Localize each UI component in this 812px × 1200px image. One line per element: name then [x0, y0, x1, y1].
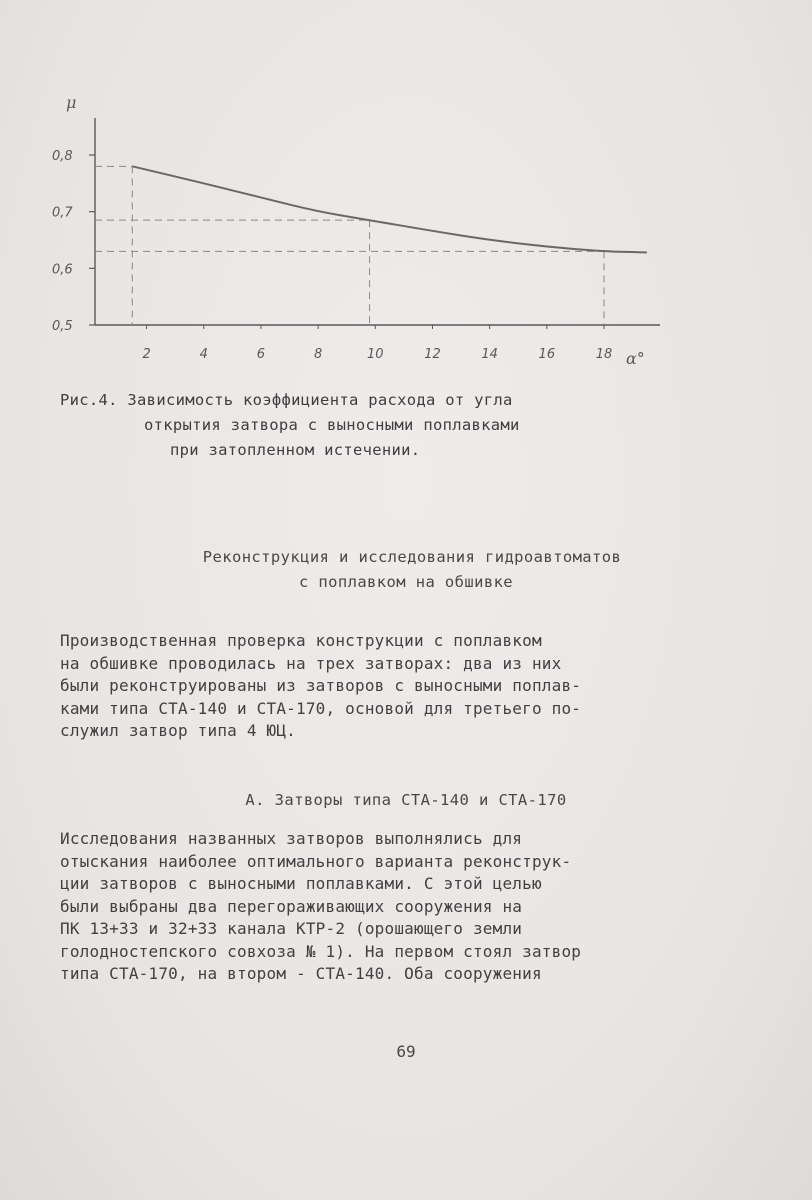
chart-guides: [95, 166, 604, 325]
y-tick-label: 0,5: [52, 319, 73, 334]
chart-series: [132, 166, 647, 252]
discharge-coefficient-chart: [0, 0, 812, 380]
y-tick-label: 0,8: [52, 149, 73, 164]
caption-line-1: Рис.4. Зависимость коэффициента расхода от угла: [60, 391, 513, 409]
paragraph-line: на обшивке проводилась на трех затворах: два из них: [60, 653, 562, 673]
caption-line-2: открытия затвора с выносными поплавками: [144, 416, 520, 434]
paragraph-line: ками типа СТА-140 и СТА-170, основой для третьего по-: [60, 698, 582, 718]
paragraph-line: Производственная проверка конструкции с поплавком: [60, 631, 542, 650]
section-title-line-2: с поплавком на обшивке: [298, 573, 514, 591]
paragraph-line: голодностепского совхоза № 1). На первом стоял затвор: [60, 941, 582, 961]
page-number: 69: [396, 1042, 416, 1061]
subsection-title: А. Затворы типа СТА-140 и СТА-170: [245, 791, 567, 809]
section-title: [0, 545, 812, 595]
x-tick-label: 18: [595, 347, 613, 362]
y-axis-label: μ: [66, 93, 77, 112]
paragraph-line: были реконструированы из затворов с выносными поплав-: [60, 676, 582, 695]
x-tick-label: 4: [199, 347, 208, 362]
curve-discharge-coefficient: [132, 166, 647, 252]
x-tick-label: 16: [538, 347, 556, 362]
x-tick-label: 10: [367, 347, 384, 362]
section-title-line-1: Реконструкция и исследования гидроавтоматов: [202, 548, 622, 566]
figure-caption: [60, 388, 700, 463]
y-tick-label: 0,6: [52, 262, 73, 278]
paragraph-line: были выбраны два перегораживающих сооружения на: [60, 896, 523, 916]
y-tick-label: 0,7: [52, 205, 73, 221]
paragraph-line: Исследования названных затворов выполнялись для: [60, 829, 523, 848]
paragraph-line: служил затвор типа 4 ЮЦ.: [60, 721, 296, 740]
x-tick-label: 14: [481, 347, 498, 362]
paragraph-line: отыскания наиболее оптимального варианта реконструк-: [60, 851, 572, 871]
paragraph-line: ции затворов с выносными поплавками. С этой целью: [60, 874, 542, 893]
x-axis-label: α°: [626, 349, 645, 368]
x-tick-label: 2: [142, 347, 151, 362]
paragraph-1: [60, 630, 700, 743]
paragraph-line: ПК 13+33 и 32+33 канала КТР-2 (орошающего земли: [60, 919, 523, 938]
x-tick-label: 6: [256, 347, 266, 362]
caption-line-3: при затопленном истечении.: [170, 441, 421, 459]
chart-ticks: [52, 149, 612, 362]
paragraph-line: типа СТА-170, на втором - СТА-140. Оба сооружения: [60, 964, 542, 983]
chart-axes: [66, 93, 660, 368]
paragraph-2: [60, 828, 700, 986]
x-tick-label: 8: [313, 347, 323, 362]
x-tick-label: 12: [424, 347, 441, 362]
